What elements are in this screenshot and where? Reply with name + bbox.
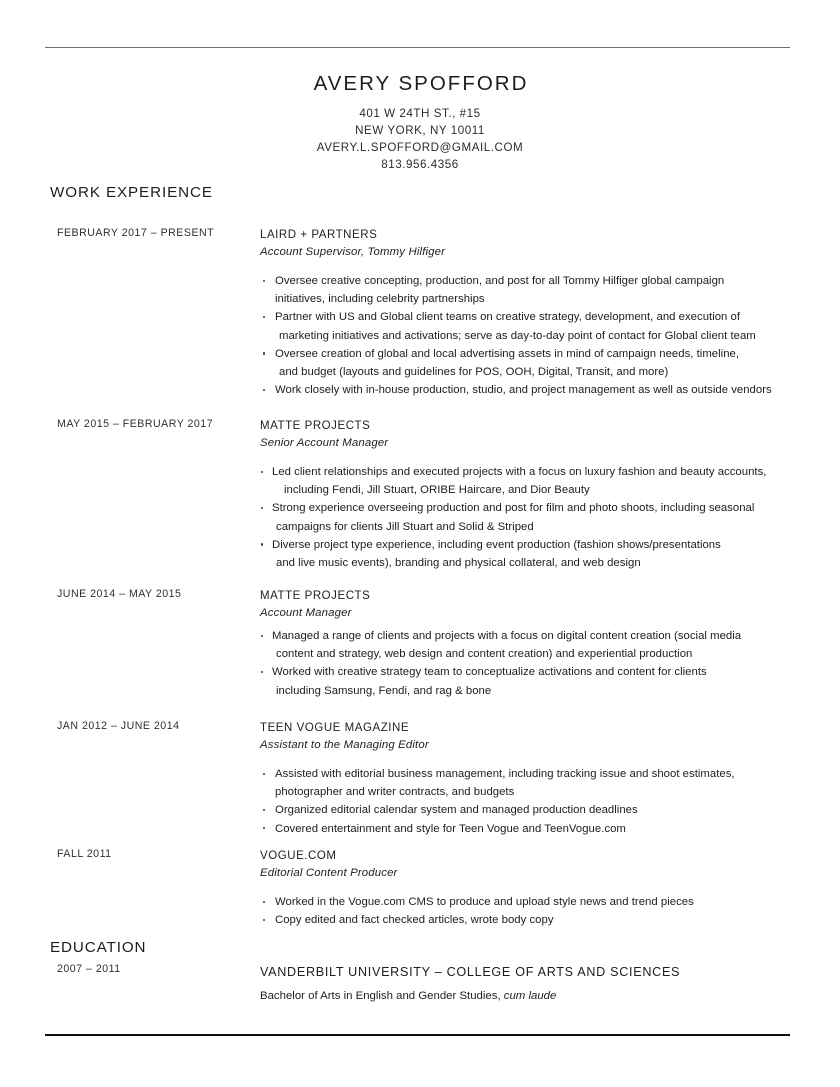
bullet-dot-icon [261,635,263,637]
bullet-text-cont: content and strategy, web design and content creation) and experiential production [276,648,693,661]
entry-bullet-list [260,893,788,929]
bullet-item [260,627,788,663]
bullet-dot-icon [261,543,263,545]
bullet-text-cont: and live music events), branding and physical collateral, and web design [276,557,641,570]
education-degree-main: Bachelor of Arts in English and Gender Studies, [260,990,504,1002]
bullet-text-cont: photographer and writer contracts, and budgets [275,786,515,799]
bullet-text-cont: initiatives, including celebrity partnerships [275,293,485,306]
education-degree-honors: cum laude [503,990,557,1002]
resume-header [0,72,840,173]
address-line-2: NEW YORK, NY 10011 [355,123,485,137]
entry-company: MATTE PROJECTS [260,590,371,602]
bullet-dot-icon [261,471,263,473]
bullet-text: Oversee creation of global and local advertising assets in mind of campaign needs, timeline, [275,347,740,360]
entry-date: MAY 2015 – FEBRUARY 2017 [57,418,214,430]
email-address: AVERY.L.SPOFFORD@GMAIL.COM [316,141,524,154]
bullet-dot-icon [263,352,265,354]
bullet-text: Worked with creative strategy team to conceptualize activations and content for clients [272,666,707,679]
bullet-item [260,272,788,308]
bullet-text: Oversee creative concepting, production, and post for all Tommy Hilfiger global campaign [275,275,725,287]
entry-date: JAN 2012 – JUNE 2014 [57,720,180,732]
education-date: 2007 – 2011 [57,963,121,975]
bullet-dot-icon [261,507,263,509]
entry-company: LAIRD + PARTNERS [260,229,378,241]
bullet-text: Led client relationships and executed projects with a focus on luxury fashion and beauty accounts, [272,466,767,478]
entry-body [260,418,788,572]
bullet-text-cont: campaigns for clients Jill Stuart and Solid & Striped [276,520,534,533]
bullet-text: Work closely with in-house production, studio, and project management as well as outside vendors [275,384,772,397]
bullet-dot-icon [263,389,265,391]
bullet-text-cont: and budget (layouts and guidelines for POS, OOH, Digital, Transit, and more) [279,366,669,379]
bullet-dot-icon [263,901,265,903]
bullet-dot-icon [261,671,263,673]
bullet-text: Diverse project type experience, including event production (fashion shows/presentations [272,538,721,551]
entry-bullet-list [260,272,788,399]
bullet-text: Organized editorial calendar system and managed production deadlines [275,804,638,817]
entry-bullet-list [260,463,788,572]
entry-role: Account Supervisor, Tommy Hilfiger [260,246,446,258]
bullet-text: Assisted with editorial business management, including tracking issue and shoot estimates, [275,768,735,780]
entry-bullet-list [260,765,788,838]
header-divider-top [45,47,790,48]
bullet-text-cont: marketing initiatives and activations; serve as day-to-day point of contact for Global client team [279,329,756,342]
entry-date: FEBRUARY 2017 – PRESENT [57,227,215,239]
bullet-dot-icon [263,809,265,811]
bullet-text: Copy edited and fact checked articles, wrote body copy [275,914,554,927]
bullet-text: Worked in the Vogue.com CMS to produce and upload style news and trend pieces [275,896,694,908]
bullet-dot-icon [263,773,265,775]
entry-company: MATTE PROJECTS [260,420,371,432]
bullet-dot-icon [263,280,265,282]
phone-number: 813.956.4356 [381,158,459,172]
entry-company: VOGUE.COM [260,850,337,862]
footer-divider-bottom [45,1034,790,1036]
entry-role: Senior Account Manager [260,437,389,449]
bullet-text-cont: including Samsung, Fendi, and rag & bone [276,684,492,697]
bullet-item [260,536,788,572]
bullet-item [260,765,788,801]
education-school: VANDERBILT UNIVERSITY – COLLEGE OF ARTS AND SCIENCES [260,965,681,979]
bullet-item [260,463,788,499]
bullet-item [260,345,788,381]
entry-body [260,720,788,838]
bullet-dot-icon [263,919,265,921]
bullet-item [260,820,788,838]
section-heading-work-experience: WORK EXPERIENCE [50,184,213,201]
bullet-item [260,381,788,399]
entry-company: TEEN VOGUE MAGAZINE [260,722,410,734]
bullet-text: Covered entertainment and style for Teen Vogue and TeenVogue.com [275,822,626,835]
bullet-item [260,893,788,911]
bullet-text: Partner with US and Global client teams on creative strategy, development, and execution of [275,311,741,324]
bullet-item [260,308,788,344]
education-degree [260,988,788,1005]
entry-bullet-list [260,627,788,700]
entry-body [260,227,788,399]
bullet-dot-icon [263,827,265,829]
entry-role: Editorial Content Producer [260,867,398,879]
section-heading-education: EDUCATION [50,939,147,956]
bullet-item [260,499,788,535]
entry-date: FALL 2011 [57,848,112,860]
bullet-text: Managed a range of clients and projects with a focus on digital content creation (social media [272,630,742,642]
bullet-text: Strong experience overseeing production and post for film and photo shoots, including seasonal [272,502,755,515]
entry-body [260,588,788,700]
bullet-dot-icon [263,316,265,318]
bullet-item [260,663,788,699]
bullet-item [260,911,788,929]
entry-role: Account Manager [260,607,352,619]
bullet-item [260,801,788,819]
bullet-text-cont: including Fendi, Jill Stuart, ORIBE Haircare, and Dior Beauty [284,484,590,497]
entry-date: JUNE 2014 – MAY 2015 [57,588,182,600]
education-body [260,963,788,1005]
entry-body [260,848,788,929]
entry-role: Assistant to the Managing Editor [260,739,429,751]
contact-block [0,105,840,174]
candidate-name: AVERY SPOFFORD [313,72,529,95]
address-line-1: 401 W 24TH ST., #15 [359,106,481,120]
